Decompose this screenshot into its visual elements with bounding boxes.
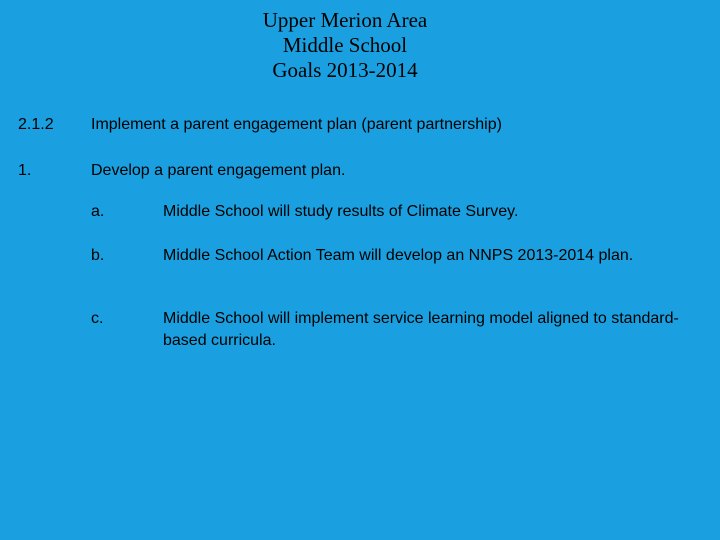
sub-item-b-label: b. <box>91 247 105 264</box>
title-line-2: Middle School <box>282 33 408 57</box>
sub-item-a-label: a. <box>91 203 105 220</box>
sub-item-b-text: Middle School Action Team will develop an NNPS 2013-2014 plan. <box>163 247 634 264</box>
goal-number: 2.1.2 <box>18 116 54 133</box>
goal-text: Implement a parent engagement plan (parent partnership) <box>91 116 502 133</box>
sub-item-a-text: Middle School will study results of Climate Survey. <box>163 203 519 220</box>
title-line-3: Goals 2013-2014 <box>272 58 418 82</box>
objective-text: Develop a parent engagement plan. <box>91 162 346 179</box>
title-line-1: Upper Merion Area <box>262 8 428 32</box>
sub-item-c-text: Middle School will implement service learning model aligned to standard-based curricula. <box>163 310 679 349</box>
sub-item-c-label: c. <box>91 310 104 327</box>
page-title <box>195 8 495 83</box>
objective-number: 1. <box>18 162 32 179</box>
